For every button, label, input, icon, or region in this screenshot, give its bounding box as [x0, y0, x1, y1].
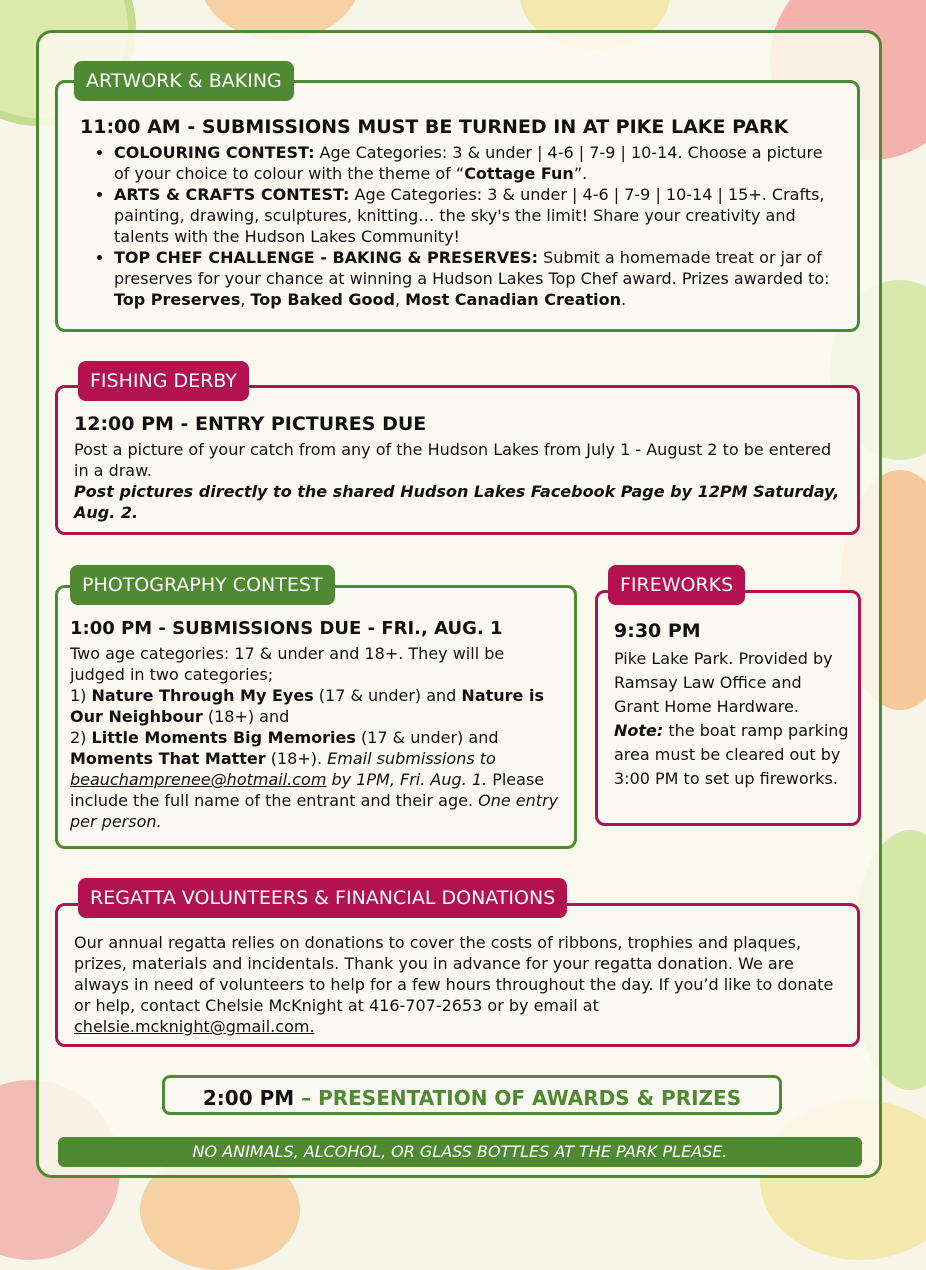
separator: ,: [240, 290, 251, 309]
email-suffix: by 1PM, Fri. Aug. 1.: [326, 770, 488, 789]
category-age: (17 & under) and: [355, 728, 499, 747]
regatta-email-link[interactable]: chelsie.mcknight@gmail.com.: [74, 1017, 315, 1036]
list-item: [114, 184, 843, 247]
awards-banner: [162, 1075, 782, 1115]
fireworks-text: Pike Lake Park. Provided by Ramsay Law Office and Grant Home Hardware.: [614, 649, 833, 716]
colouring-text: Age Categories: 3 & under | 4-6 | 7-9 | 10-14. Choose a picture of your choice to colour with the theme of “: [114, 143, 823, 183]
fishing-text: Post a picture of your catch from any of the Hudson Lakes from July 1 - August 2 to be entered in a draw.: [74, 440, 832, 480]
one-entry-note: One entry per person.: [70, 791, 559, 831]
fireworks-section: [595, 590, 861, 826]
category-number: 1): [70, 686, 92, 705]
fireworks-body: [614, 647, 850, 791]
awards-label: – PRESENTATION OF AWARDS & PRIZES: [294, 1086, 742, 1110]
category-moments-that-matter: Moments That Matter: [70, 749, 266, 768]
category-age: (17 & under) and: [313, 686, 462, 705]
photography-contest-section: [55, 585, 577, 849]
arts-crafts-label: ARTS & CRAFTS CONTEST:: [114, 185, 350, 204]
fishing-derby-section: [55, 385, 860, 535]
fireworks-tab: FIREWORKS: [608, 565, 745, 605]
colouring-label: COLOURING CONTEST:: [114, 143, 315, 162]
period: .: [621, 290, 627, 309]
prize-top-preserves: Top Preserves: [114, 290, 241, 309]
fishing-derby-tab: FISHING DERBY: [78, 361, 249, 401]
fireworks-heading: 9:30 PM: [614, 620, 701, 642]
photo-intro: Two age categories: 17 & under and 18+. They will be judged in two categories;: [70, 644, 505, 684]
artwork-baking-tab: ARTWORK & BAKING: [74, 61, 294, 101]
awards-time: 2:00 PM: [202, 1086, 295, 1110]
category-nature-through-my-eyes: Nature Through My Eyes: [91, 686, 314, 705]
email-prefix: Email submissions to: [327, 749, 496, 768]
category-nature-is-our-neighbour: Nature is Our Neighbour: [70, 686, 544, 726]
category-little-moments: Little Moments Big Memories: [91, 728, 356, 747]
photo-body: [70, 643, 562, 832]
category-age: (18+) and: [202, 707, 290, 726]
list-item: [114, 142, 843, 184]
photo-closing: Please include the full name of the entrant and their age.: [70, 770, 545, 810]
regatta-section: [55, 903, 860, 1047]
artwork-contest-list: [80, 142, 843, 310]
separator: ,: [394, 290, 406, 309]
colouring-theme: Cottage Fun: [464, 164, 574, 183]
artwork-heading: 11:00 AM - SUBMISSIONS MUST BE TURNED IN AT PIKE LAKE PARK: [80, 116, 789, 138]
fireworks-note-text: the boat ramp parking area must be cleared out by 3:00 PM to set up fireworks.: [614, 721, 849, 788]
fishing-heading: 12:00 PM - ENTRY PICTURES DUE: [74, 413, 427, 435]
artwork-baking-section: [55, 80, 860, 332]
fishing-note: Post pictures directly to the shared Hudson Lakes Facebook Page by 12PM Saturday, Aug. 2.: [74, 482, 840, 522]
regatta-body: Our annual regatta relies on donations to cover the costs of ribbons, trophies and plaques, prizes, materials and incidentals. Thank you in advance for your regatta donation. We are always in need of volunteers to help for a few hours throughout the day. If you’d like to donate or help, contact Chelsie McKnight at 416-707-2653 or by email at: [74, 933, 834, 1015]
top-chef-label: TOP CHEF CHALLENGE - BAKING & PRESERVES:: [114, 248, 538, 267]
footer-notice: NO ANIMALS, ALCOHOL, OR GLASS BOTTLES AT THE PARK PLEASE.: [58, 1137, 862, 1167]
category-age: (18+).: [265, 749, 328, 768]
regatta-text: [74, 932, 843, 1037]
category-number: 2): [70, 728, 92, 747]
top-chef-text: Submit a homemade treat or jar of preserves for your chance at winning a Hudson Lakes Top Chef award. Prizes awarded to:: [114, 248, 830, 288]
fireworks-note-label: Note:: [614, 721, 664, 740]
colouring-text-end: ”.: [573, 164, 588, 183]
prize-top-baked-good: Top Baked Good: [250, 290, 395, 309]
prize-most-canadian-creation: Most Canadian Creation: [405, 290, 622, 309]
regatta-tab: REGATTA VOLUNTEERS & FINANCIAL DONATIONS: [78, 878, 567, 918]
photo-email-link[interactable]: beauchamprenee@hotmail.com: [70, 770, 327, 789]
photography-contest-tab: PHOTOGRAPHY CONTEST: [70, 565, 335, 605]
photo-heading: 1:00 PM - SUBMISSIONS DUE - FRI., AUG. 1: [70, 618, 503, 639]
list-item: [114, 247, 843, 310]
arts-crafts-text: Age Categories: 3 & under | 4-6 | 7-9 | 10-14 | 15+. Crafts, painting, drawing, sculptures, knitting… the sky's the limit! Share your creativity and talents with the Hudson Lakes Community!: [114, 185, 825, 246]
